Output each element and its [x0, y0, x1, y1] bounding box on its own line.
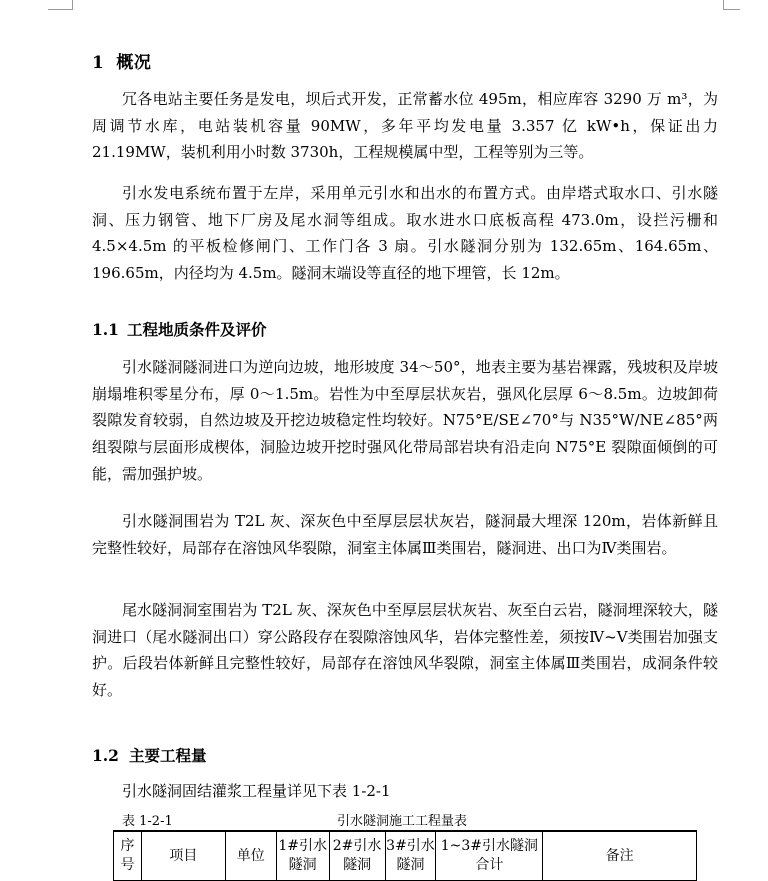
table-header-cell: 3#引水隧洞: [385, 831, 436, 881]
section-title: 工程地质条件及评价: [126, 320, 267, 339]
table-header-cell: 2#引水隧洞: [329, 831, 385, 881]
table-title: 引水隧洞施工工程量表: [337, 814, 468, 829]
section-number: 1: [92, 53, 105, 73]
table-header-cell: 项目: [141, 831, 225, 881]
table-header-cell: 备注: [543, 831, 697, 881]
table-header-cell: 序号: [114, 831, 142, 881]
page-corner-mark-right: [723, 0, 740, 10]
section-number: 1.1: [92, 320, 119, 339]
paragraph: 引水隧洞围岩为 T2L 灰、深灰色中至厚层层状灰岩，隧洞最大埋深 120m，岩体新鲜且完整性较好，局部存在溶蚀风华裂隙，洞室主体属Ⅲ类围岩，隧洞进、出口为Ⅳ类围岩。: [92, 512, 718, 557]
paragraph: 引水隧洞隧洞进口为逆向边坡，地形坡度 34～50°，地表主要为基岩裸露，残坡积及岸坡崩塌堆积零星分布，厚 0～1.5m。岩性为中至厚层状灰岩，强风化层厚 6～8.5m。边坡卸荷裂隙发育较弱，自然边坡及开挖边坡稳定性均较好。N75°E/SE∠70°与 N35°W/NE∠85°两组裂隙与层面形成楔体，洞脸边坡开挖时强风化带局部岩块有沿走向 N75°E 裂隙面倾倒的可能，需加强护坡。: [92, 358, 718, 483]
section-1-2-heading: [92, 744, 206, 766]
section-1-heading: [92, 48, 151, 73]
section-title: 主要工程量: [128, 746, 207, 765]
table-header-cell: 单位: [225, 831, 276, 881]
table-header-row: [114, 831, 697, 881]
section-1-1-heading: [92, 318, 266, 340]
quantity-table: [113, 830, 697, 881]
table-header-cell: 1#引水隧洞: [276, 831, 329, 881]
page-corner-mark-left: [48, 0, 73, 10]
section-number: 1.2: [92, 746, 119, 765]
table-number: 表 1-2-1: [122, 814, 173, 829]
section-title: 概况: [116, 53, 152, 73]
paragraph: 引水发电系统布置于左岸，采用单元引水和出水的布置方式。由岸塔式取水口、引水隧洞、压力钢管、地下厂房及尾水洞等组成。取水进水口底板高程 473.0m，设拦污栅和 4.5×4.5m 的平板检修闸门、工作门各 3 扇。引水隧洞分别为 132.65m、164.65m、196.65m，内径均为 4.5m。隧洞末端设等直径的地下埋管，长 12m。: [92, 184, 718, 283]
paragraph: 尾水隧洞洞室围岩为 T2L 灰、深灰色中至厚层层状灰岩、灰至白云岩，隧洞埋深较大，隧洞进口（尾水隧洞出口）穿公路段存在裂隙溶蚀风华，岩体完整性差，须按Ⅳ~Ⅴ类围岩加强支护。后段岩体新鲜且完整性较好，局部存在溶蚀风华裂隙，洞室主体属Ⅲ类围岩，成洞条件较好。: [92, 601, 718, 700]
table-header-cell: 1~3#引水隧洞合计: [436, 831, 543, 881]
table-intro-text: 引水隧洞固结灌浆工程量详见下表 1-2-1: [122, 782, 391, 800]
paragraph: 冗各电站主要任务是发电，坝后式开发，正常蓄水位 495m，相应库容 3290 万 m³，为周调节水库，电站装机容量 90MW，多年平均发电量 3.357 亿 kW•h，保证出力 21.19MW，装机利用小时数 3730h，工程规模属中型，工程等别为三等。: [92, 90, 718, 162]
